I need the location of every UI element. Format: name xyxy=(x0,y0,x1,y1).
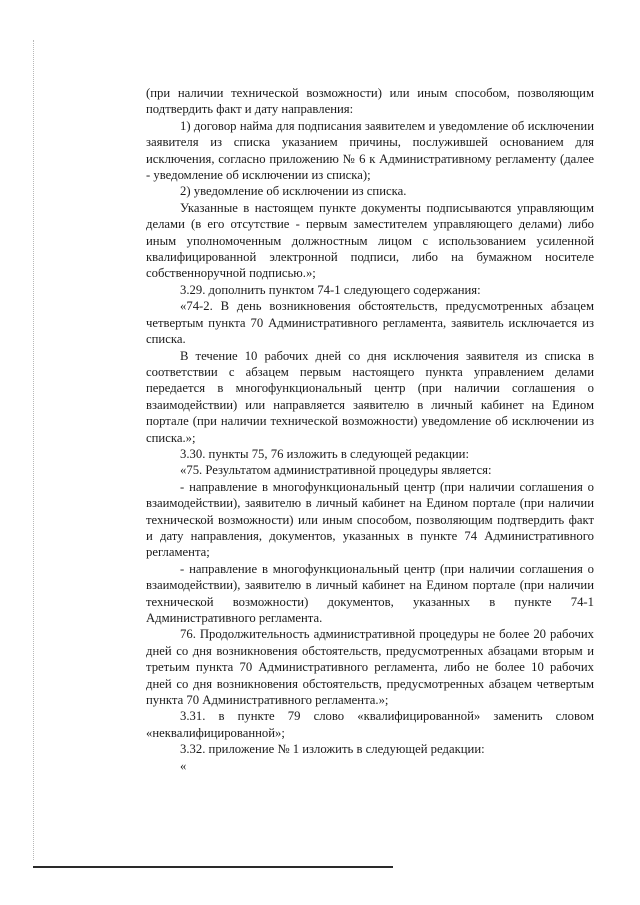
paragraph-7: В течение 10 рабочих дней со дня исключения заявителя из списка в соответствии с абзацем первым настоящего пункта управлением делами передается в многофункциональный центр (при наличии соглашения о взаимодействии) или направляется заявителю в личный кабинет на Едином портале (при наличии технической возможности) уведомление об исключении из списка.»; xyxy=(146,348,594,445)
paragraph-3: 2) уведомление об исключении из списка. xyxy=(180,184,407,199)
paragraph-11: - направление в многофункциональный центр (при наличии соглашения о взаимодействии), заявителю в личный кабинет на Едином портале (при наличии технической возможности) документов, указанных в пункте 74-1 Административного регламента. xyxy=(146,561,594,625)
paragraph-10: - направление в многофункциональный центр (при наличии соглашения о взаимодействии), заявителю в личный кабинет на Едином портале (при наличии технической возможности) или иным способом, позволяющим подтвердить факт и дату направления, документов, указанных в пункте 74 Административного регламента; xyxy=(146,479,594,560)
paragraph-5: 3.29. дополнить пунктом 74-1 следующего содержания: xyxy=(180,282,481,297)
paragraph-4: Указанные в настоящем пункте документы подписываются управляющим делами (в его отсутствие - первым заместителем управляющего делами) либо иным уполномоченным должностным лицом с использованием усиленной квалифицированной электронной подписи, либо на бумажном носителе собственноручной подписью.»; xyxy=(146,200,594,281)
paragraph-8: 3.30. пункты 75, 76 изложить в следующей редакции: xyxy=(180,446,469,461)
bottom-rule xyxy=(33,866,393,868)
paragraph-9: «75. Результатом административной процедуры является: xyxy=(180,463,492,478)
paragraph-1: (при наличии технической возможности) или иным способом, позволяющим подтвердить факт и дату направления: xyxy=(146,86,594,117)
paragraph-15: « xyxy=(180,758,187,773)
paragraph-14: 3.32. приложение № 1 изложить в следующей редакции: xyxy=(180,742,485,757)
document-body xyxy=(146,85,594,774)
paragraph-13: 3.31. в пункте 79 слово «квалифицированной» заменить словом «неквалифицированной»; xyxy=(146,709,594,740)
paragraph-6: «74-2. В день возникновения обстоятельств, предусмотренных абзацем четвертым пункта 70 Административного регламента, заявитель исключается из списка. xyxy=(146,299,594,347)
paragraph-12: 76. Продолжительность административной процедуры не более 20 рабочих дней со дня возникновения обстоятельств, предусмотренных абзацами вторым и третьим пункта 70 Административного регламента, либо не более 10 рабочих дней со дня возникновения обстоятельств, предусмотренных абзацем четвертым пункта 70 Административного регламента.»; xyxy=(146,627,594,708)
scan-edge-mark xyxy=(33,40,35,860)
paragraph-2: 1) договор найма для подписания заявителем и уведомление об исключении заявителя из списка указанием причины, послужившей основанием для исключения, согласно приложению № 6 к Административному регламенту (далее - уведомление об исключении из списка); xyxy=(146,118,594,183)
